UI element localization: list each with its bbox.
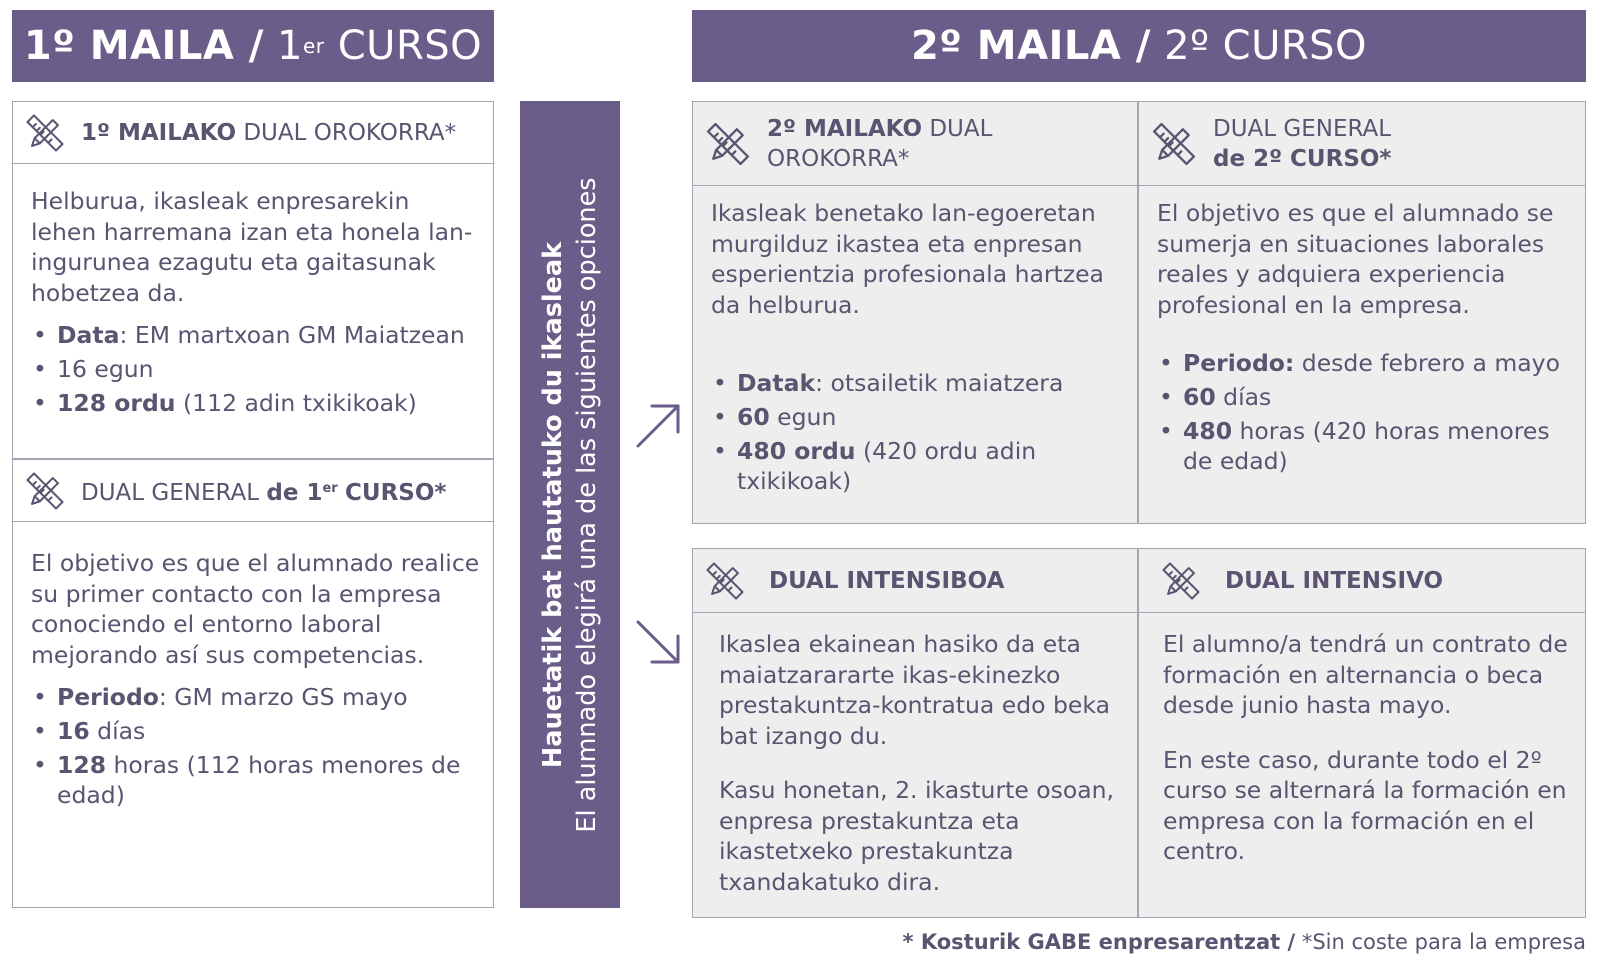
card-header xyxy=(1139,549,1585,613)
list-item: • Periodo: GM marzo GS mayo xyxy=(31,682,481,712)
list-item: • Periodo: desde febrero a mayo xyxy=(1157,348,1573,378)
list-item: • Datak: otsailetik maiatzera xyxy=(711,368,1125,398)
arrow-up-right-icon xyxy=(634,400,684,450)
pencil-ruler-icon xyxy=(703,559,747,603)
card-year2-intensive-spanish xyxy=(1138,548,1586,918)
card-body xyxy=(1157,198,1573,480)
card-description: Ikasleak benetako lan-egoeretan murgilduz ikastea eta enpresan esperientzia profesionala hartzea da helburua. xyxy=(711,199,1104,319)
bullet-list xyxy=(31,682,481,810)
card-header xyxy=(693,549,1137,613)
card-paragraph-1: El alumno/a tendrá un contrato de formación en alternancia o beca desde junio hasta mayo. xyxy=(1163,630,1568,719)
card-year2-intensive-basque xyxy=(692,548,1138,918)
bullet-list xyxy=(711,368,1125,496)
card-header xyxy=(13,102,493,164)
footnote-basque: * Kosturik GABE enpresarentzat / xyxy=(902,930,1296,954)
card-description: El objetivo es que el alumnado se sumerja en situaciones laborales reales y adquiera experiencia profesional en la empresa. xyxy=(1157,199,1554,319)
card-body xyxy=(31,186,481,422)
card-description: Helburua, ikasleak enpresarekin lehen harremana izan eta honela lan-ingurunea ezagutu eta gaitasunak hobetzea da. xyxy=(31,187,473,307)
card-body xyxy=(1163,629,1573,867)
pencil-ruler-icon xyxy=(1159,559,1203,603)
year1-banner-bold: 1º MAILA / xyxy=(23,23,264,69)
card-year2-general-basque xyxy=(692,101,1138,524)
card-header xyxy=(1139,102,1585,186)
card-title: DUAL INTENSIBOA xyxy=(769,567,1005,594)
card-body xyxy=(31,548,481,814)
year1-banner-curso: CURSO xyxy=(337,23,483,69)
card-description: El objetivo es que el alumnado realice su primer contacto con la empresa conociendo el entorno laboral mejorando así sus competencias. xyxy=(31,549,480,669)
card-paragraph-1: Ikaslea ekainean hasiko da eta maiatzarararte ikas-ekinezko prestakuntza-kontratua edo beka bat izango du. xyxy=(719,630,1110,750)
choice-text xyxy=(536,105,604,905)
arrow-down-right-icon xyxy=(634,618,684,668)
choice-text-spanish: El alumnado elegirá una de las siguientes opciones xyxy=(572,177,602,833)
card-body xyxy=(719,629,1125,897)
card-header xyxy=(693,102,1137,186)
list-item: • 480 ordu (420 ordu adin txikikoak) xyxy=(711,436,1125,496)
card-year1-basque xyxy=(12,101,494,459)
year1-banner-number: 1 xyxy=(277,23,303,69)
bullet-list xyxy=(1157,348,1573,476)
list-item: • 128 horas (112 horas menores de edad) xyxy=(31,750,481,810)
card-body xyxy=(711,198,1125,500)
list-item: • 480 horas (420 horas menores de edad) xyxy=(1157,416,1573,476)
card-paragraph-2: En este caso, durante todo el 2º curso se alternará la formación en empresa con la formación en el centro. xyxy=(1163,745,1567,865)
footnote xyxy=(903,930,1586,954)
pencil-ruler-icon xyxy=(23,111,67,155)
pencil-ruler-icon xyxy=(703,119,753,169)
card-year2-general-spanish xyxy=(1138,101,1586,524)
card-title: DUAL INTENSIVO xyxy=(1225,567,1444,594)
choice-text-basque: Hauetatik bat hautatuko du ikasleak xyxy=(538,241,568,769)
list-item: • 60 egun xyxy=(711,402,1125,432)
card-title: 1º MAILAKO DUAL OROKORRA* xyxy=(81,119,457,146)
list-item: • 60 días xyxy=(1157,382,1573,412)
card-title: DUAL GENERAL de 1er CURSO* xyxy=(81,479,447,506)
card-paragraph-2: Kasu honetan, 2. ikasturte osoan, enpresa prestakuntza eta ikastetxeko prestakuntza txandakatuko dira. xyxy=(719,776,1115,896)
card-header xyxy=(13,460,493,522)
list-item: • 16 días xyxy=(31,716,481,746)
card-year1-spanish xyxy=(12,459,494,908)
card-title: DUAL GENERAL de 2º CURSO* xyxy=(1213,115,1392,172)
pencil-ruler-icon xyxy=(23,469,67,513)
footnote-spanish: *Sin coste para la empresa xyxy=(1295,930,1586,954)
year2-banner xyxy=(692,10,1586,82)
list-item: • 16 egun xyxy=(31,354,481,384)
list-item: • 128 ordu (112 adin txikikoak) xyxy=(31,388,481,418)
list-item: • Data: EM martxoan GM Maiatzean xyxy=(31,320,481,350)
pencil-ruler-icon xyxy=(1149,119,1199,169)
year1-banner-sup: er xyxy=(303,34,325,58)
year1-banner xyxy=(12,10,494,82)
year2-banner-bold: 2º MAILA / xyxy=(910,23,1151,69)
year2-banner-curso: 2º CURSO xyxy=(1164,23,1368,69)
bullet-list xyxy=(31,320,481,418)
card-title: 2º MAILAKO DUAL OROKORRA* xyxy=(767,115,993,172)
